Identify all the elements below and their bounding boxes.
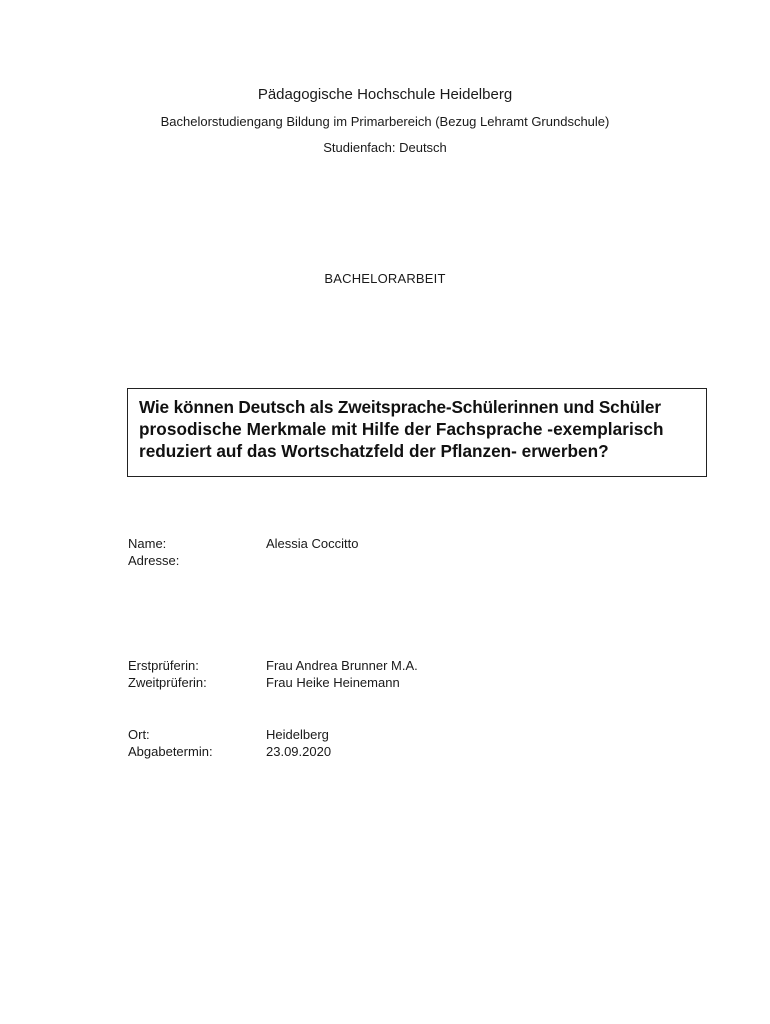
thesis-title-box [127,388,707,477]
document-type: BACHELORARBEIT [324,271,446,286]
field-first-examiner-value: Frau Andrea Brunner M.A. [266,658,418,673]
field-place [128,726,329,743]
subject-line: Studienfach: Deutsch [323,140,447,155]
field-first-examiner-label: Erstprüferin: [128,658,199,673]
field-submission-date [128,743,331,760]
field-place-label: Ort: [128,727,150,742]
thesis-title-line-2: prosodische Merkmale mit Hilfe der Fachsprache -exemplarisch [139,419,664,439]
thesis-title-line-1: Wie können Deutsch als Zweitsprache-Schülerinnen und Schüler [139,397,661,417]
field-second-examiner [128,674,400,691]
university-name: Pädagogische Hochschule Heidelberg [257,86,513,103]
thesis-title-line-3: reduziert auf das Wortschatzfeld der Pflanzen- erwerben? [139,441,609,461]
field-address-label: Adresse: [128,553,180,568]
field-name [128,535,358,552]
field-submission-date-value: 23.09.2020 [266,744,332,759]
field-first-examiner [128,657,418,674]
field-address [128,552,266,569]
field-second-examiner-value: Frau Heike Heinemann [266,675,400,690]
field-place-value: Heidelberg [266,727,329,742]
field-second-examiner-label: Zweitprüferin: [128,675,207,690]
degree-program: Bachelorstudiengang Bildung im Primarbereich (Bezug Lehramt Grundschule) [160,114,610,129]
field-submission-date-label: Abgabetermin: [128,744,213,759]
field-name-value: Alessia Coccitto [266,536,359,551]
field-name-label: Name: [128,536,167,551]
